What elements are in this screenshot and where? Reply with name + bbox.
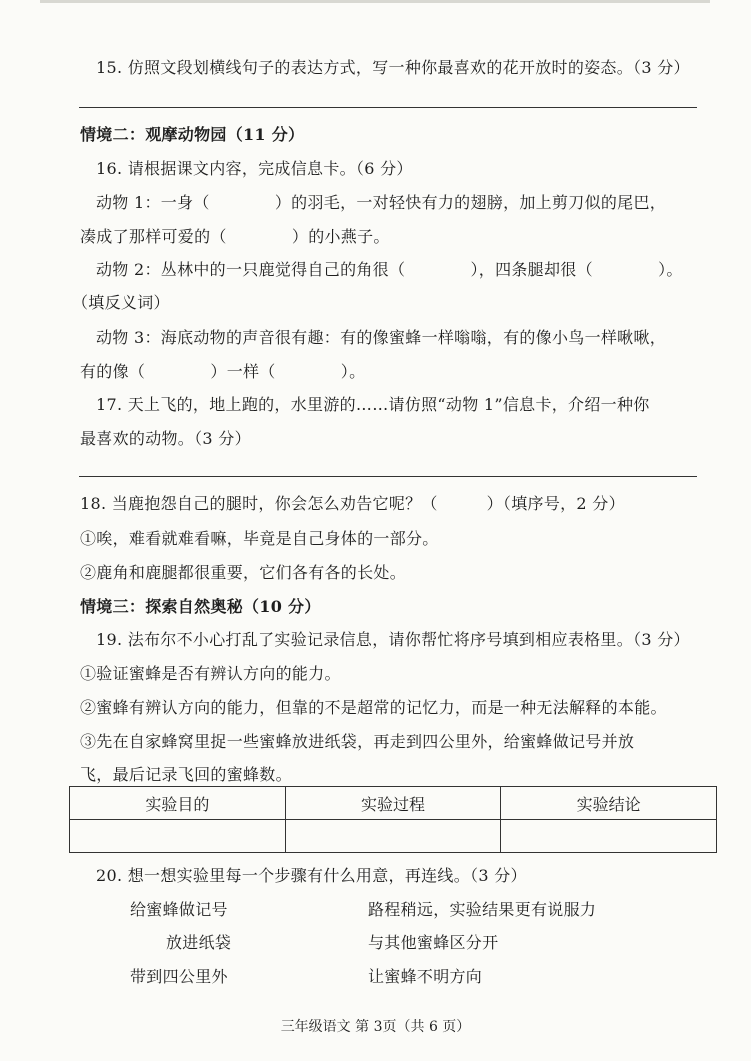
table-answer-row[interactable]	[70, 820, 717, 853]
header-process: 实验过程	[285, 787, 501, 820]
animal-1-line-2: 凑成了那样可爱的（ ）的小燕子。	[80, 227, 390, 246]
header-purpose: 实验目的	[70, 787, 286, 820]
header-conclusion: 实验结论	[501, 787, 717, 820]
table-header-row	[70, 787, 717, 820]
question-17-line-1: 17. 天上飞的，地上跑的，水里游的……请仿照“动物 1”信息卡，介绍一种你	[96, 395, 650, 414]
question-16: 16. 请根据课文内容，完成信息卡。（6 分）	[96, 159, 413, 178]
question-20: 20. 想一想实验里每一个步骤有什么用意，再连线。（3 分）	[96, 866, 527, 885]
question-19-option-3-line-1: ③先在自家蜂窝里捉一些蜜蜂放进纸袋，再走到四公里外，给蜜蜂做记号并放	[80, 732, 635, 751]
animal-2-line-1: 动物 2：丛林中的一只鹿觉得自己的角很（ ），四条腿却很（ ）。	[96, 260, 683, 279]
page-footer: 三年级语文 第 3页（共 6 页）	[280, 1019, 471, 1035]
answer-cell-purpose[interactable]	[70, 820, 286, 853]
question-19-option-2: ②蜜蜂有辨认方向的能力，但靠的不是超常的记忆力，而是一种无法解释的本能。	[80, 698, 667, 717]
question-18-option-1: ①唉，难看就难看嘛，毕竟是自己身体的一部分。	[80, 529, 439, 548]
section-3-title: 情境三：探索自然奥秘（10 分）	[80, 597, 321, 616]
question-19-option-3-line-2: 飞，最后记录飞回的蜜蜂数。	[80, 765, 292, 784]
page-top-edge	[40, 0, 710, 3]
animal-1-line-1: 动物 1：一身（ ）的羽毛，一对轻快有力的翅膀，加上剪刀似的尾巴，	[96, 193, 667, 212]
animal-2-line-2: （填反义词）	[72, 293, 170, 312]
match-left-3[interactable]: 带到四公里外	[130, 967, 228, 986]
section-2-title: 情境二：观摩动物园（11 分）	[80, 125, 305, 144]
answer-line-15[interactable]	[79, 107, 697, 108]
answer-cell-conclusion[interactable]	[501, 820, 717, 853]
question-18: 18. 当鹿抱怨自己的腿时，你会怎么劝告它呢？（ ）（填序号，2 分）	[80, 494, 625, 513]
question-19-option-1: ①验证蜜蜂是否有辨认方向的能力。	[80, 664, 341, 683]
experiment-table	[69, 786, 717, 853]
question-18-option-2: ②鹿角和鹿腿都很重要，它们各有各的长处。	[80, 563, 407, 582]
answer-cell-process[interactable]	[285, 820, 501, 853]
question-19: 19. 法布尔不小心打乱了实验记录信息，请你帮忙将序号填到相应表格里。（3 分）	[96, 630, 690, 649]
match-right-1[interactable]: 路程稍远，实验结果更有说服力	[368, 900, 597, 919]
match-right-2[interactable]: 与其他蜜蜂区分开	[368, 933, 499, 952]
answer-line-17[interactable]	[79, 476, 697, 477]
match-left-1[interactable]: 给蜜蜂做记号	[130, 900, 228, 919]
question-17-line-2: 最喜欢的动物。（3 分）	[80, 429, 251, 448]
match-left-2[interactable]: 放进纸袋	[166, 933, 232, 952]
animal-3-line-2: 有的像（ ）一样（ ）。	[80, 362, 366, 381]
match-right-3[interactable]: 让蜜蜂不明方向	[368, 967, 483, 986]
question-15: 15. 仿照文段划横线句子的表达方式，写一种你最喜欢的花开放时的姿态。（3 分）	[96, 58, 690, 77]
animal-3-line-1: 动物 3：海底动物的声音很有趣：有的像蜜蜂一样嗡嗡，有的像小鸟一样啾啾，	[96, 328, 667, 347]
